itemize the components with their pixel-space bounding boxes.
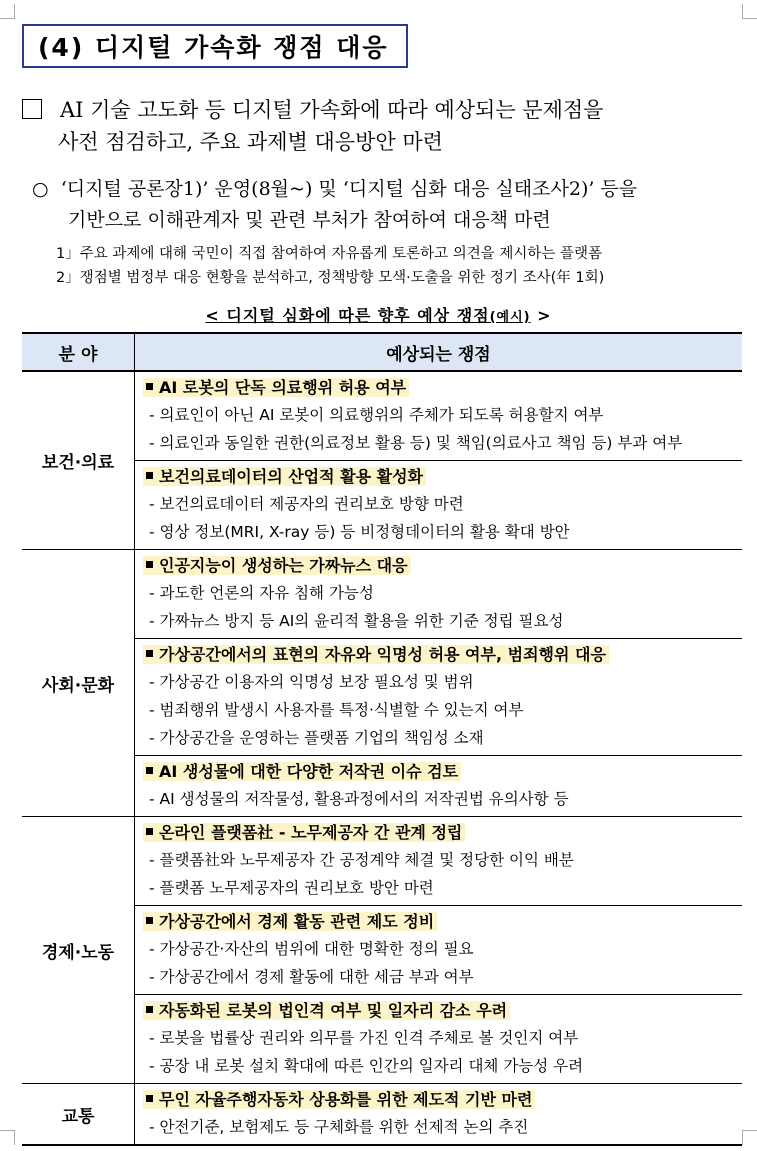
issue-heading-highlight [143, 823, 465, 842]
issue-cell [135, 461, 743, 550]
issue-heading [143, 998, 734, 1024]
table-row [22, 550, 742, 639]
issue-detail: - 로봇을 법률상 권리와 의무를 가진 인격 주체로 볼 것인지 여부 [149, 1029, 579, 1047]
issue-cell [135, 817, 743, 906]
square-bullet-icon [146, 472, 153, 479]
issue-cell [135, 371, 743, 461]
issue-title: 온라인 플랫폼社 - 노무제공자 간 관계 정립 [159, 823, 463, 842]
caption-small: (예시) [489, 310, 531, 325]
issue-detail: - AI 생성물의 저작물성, 활용과정에서의 저작권법 유의사항 등 [149, 790, 569, 808]
issue-cell [135, 550, 743, 639]
issue-cell [135, 756, 743, 817]
issue-heading [143, 464, 734, 490]
issue-heading [143, 375, 734, 401]
issue-heading-highlight [143, 1001, 510, 1020]
table-caption [0, 303, 757, 326]
footnotes [56, 242, 743, 290]
issue-detail: - 공장 내 로봇 설치 확대에 따른 인간의 일자리 대체 가능성 우려 [149, 1057, 584, 1075]
issue-heading [143, 759, 734, 785]
square-bullet-icon [146, 650, 153, 657]
issue-title: 무인 자율주행자동차 상용화를 위한 제도적 기반 마련 [159, 1090, 533, 1109]
square-bullet-icon [146, 917, 153, 924]
circle-bullet: ○ [32, 178, 49, 200]
issue-detail: - 가상공간·자산의 범위에 대한 명확한 정의 필요 [149, 940, 474, 958]
square-bullet-icon [146, 1095, 153, 1102]
field-cell: 경제·노동 [22, 817, 135, 1084]
page-corner-mark [742, 1130, 757, 1145]
page-corner-mark [0, 4, 15, 19]
caption-end: > [530, 306, 552, 325]
issue-detail: - 가상공간 이용자의 익명성 보장 필요성 및 범위 [149, 673, 474, 691]
issues-table [22, 332, 742, 1146]
issue-heading-highlight [143, 378, 409, 397]
issue-title: 보건의료데이터의 산업적 활용 활성화 [159, 467, 424, 486]
issue-detail: - 의료인과 동일한 권한(의료정보 활용 등) 및 책임(의료사고 책임 등) 부과 여부 [149, 434, 683, 452]
issue-heading-highlight [143, 762, 461, 781]
field-cell: 교통 [22, 1084, 135, 1146]
square-bullet-icon [146, 383, 153, 390]
square-bullet-icon [146, 561, 153, 568]
issue-detail: - 과도한 언론의 자유 침해 가능성 [149, 584, 374, 602]
issue-detail: - 안전기준, 보험제도 등 구체화를 위한 선제적 논의 추진 [149, 1118, 529, 1136]
issue-heading-highlight [143, 467, 426, 486]
lead-line-1: AI 기술 고도화 등 디지털 가속화에 따라 예상되는 문제점을 [60, 98, 604, 122]
issue-title: AI 생성물에 대한 다양한 저작권 이슈 검토 [159, 762, 459, 781]
table-row [22, 371, 742, 461]
issue-detail: - 플랫폼社와 노무제공자 간 공정계약 체결 및 정당한 이익 배분 [149, 851, 574, 869]
caption-main: < 디지털 심화에 따른 향후 예상 쟁점 [205, 306, 490, 325]
header-field: 분 야 [22, 333, 135, 371]
issue-detail: - 범죄행위 발생시 사용자를 특정·식별할 수 있는지 여부 [149, 701, 524, 719]
field-cell: 사회·문화 [22, 550, 135, 817]
footnote-1: 1」주요 과제에 대해 국민이 직접 참여하여 자유롭게 토론하고 의견을 제시하는 플랫폼 [56, 246, 603, 262]
issue-heading-highlight [143, 556, 411, 575]
issue-detail: - 의료인이 아닌 AI 로봇이 의료행위의 주체가 되도록 허용할지 여부 [149, 406, 604, 424]
issue-detail: - 플랫폼 노무제공자의 권리보호 방안 마련 [149, 879, 434, 897]
lead-line-2: 사전 점검하고, 주요 과제별 대응방안 마련 [58, 130, 443, 154]
field-cell: 보건·의료 [22, 371, 135, 550]
sub-line-1: ‘디지털 공론장1)’ 운영(8월~) 및 ‘디지털 심화 대응 실태조사2)’ 등을 [60, 178, 638, 200]
table-row [22, 817, 742, 906]
issue-heading [143, 553, 734, 579]
issue-heading-highlight [143, 645, 609, 664]
footnote-2: 2」쟁점별 범정부 대응 현황을 분석하고, 정책방향 모색·도출을 위한 정기 조사(年 1회) [56, 270, 605, 286]
issue-title: 가상공간에서의 표현의 자유와 익명성 허용 여부, 범죄행위 대응 [159, 645, 606, 664]
issue-detail: - 보건의료데이터 제공자의 권리보호 방향 마련 [149, 495, 464, 513]
page-corner-mark [742, 4, 757, 19]
issue-heading [143, 1087, 734, 1113]
issue-title: 자동화된 로봇의 법인격 여부 및 일자리 감소 우려 [159, 1001, 508, 1020]
sub-line-2: 기반으로 이해관계자 및 관련 부처가 참여하여 대응책 마련 [68, 209, 551, 231]
square-bullet-icon [146, 828, 153, 835]
header-issues: 예상되는 쟁점 [135, 333, 743, 371]
square-bullet-icon [146, 767, 153, 774]
issue-title: AI 로봇의 단독 의료행위 허용 여부 [159, 378, 407, 397]
issue-detail: - 가상공간을 운영하는 플랫폼 기업의 책임성 소재 [149, 729, 484, 747]
section-title: (4) 디지털 가속화 쟁점 대응 [22, 24, 408, 68]
issue-detail: - 영상 정보(MRI, X-ray 등) 등 비정형데이터의 활용 확대 방안 [149, 523, 570, 541]
issue-cell [135, 995, 743, 1084]
issue-title: 가상공간에서 경제 활동 관련 제도 정비 [159, 912, 435, 931]
checkbox-bullet-icon [22, 99, 42, 119]
sub-paragraph [32, 174, 743, 236]
issue-detail: - 가상공간에서 경제 활동에 대한 세금 부과 여부 [149, 968, 474, 986]
issue-heading-highlight [143, 1090, 535, 1109]
issue-heading-highlight [143, 912, 437, 931]
issue-title: 인공지능이 생성하는 가짜뉴스 대응 [159, 556, 408, 575]
issue-heading [143, 820, 734, 846]
issue-detail: - 가짜뉴스 방지 등 AI의 윤리적 활용을 위한 기준 정립 필요성 [149, 612, 564, 630]
page-corner-mark [0, 1130, 15, 1145]
issue-heading [143, 642, 734, 668]
issue-cell [135, 906, 743, 995]
issue-cell [135, 1084, 743, 1146]
lead-paragraph [22, 94, 743, 158]
issues-table-body [22, 371, 742, 1145]
table-row [22, 1084, 742, 1146]
issue-heading [143, 909, 734, 935]
issue-cell [135, 639, 743, 756]
square-bullet-icon [146, 1006, 153, 1013]
